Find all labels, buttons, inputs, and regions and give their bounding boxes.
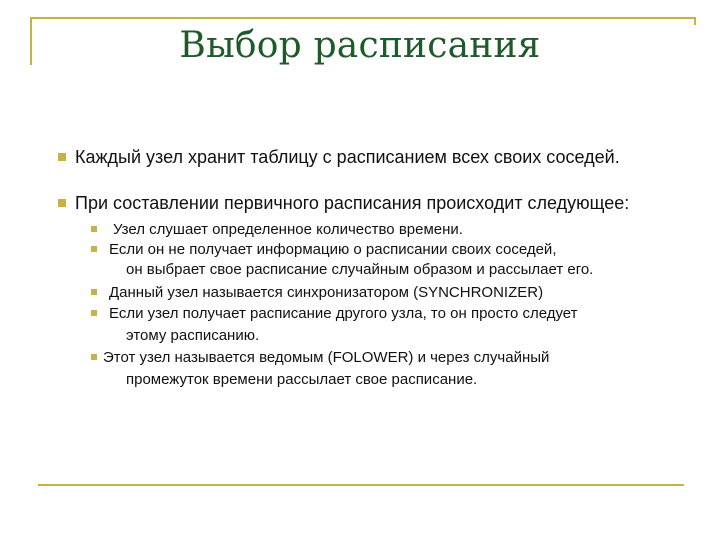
sub-bullet-4-continuation: этому расписанию. (126, 327, 260, 344)
frame-bottom-line (38, 484, 684, 486)
square-bullet-icon (91, 289, 97, 295)
sub-bullet-2 (91, 240, 556, 260)
sub-bullet-2-continuation: он выбрает свое расписание случайным образом и рассылает его. (126, 261, 594, 278)
square-bullet-icon (58, 153, 66, 161)
main-bullet-2 (58, 192, 629, 214)
square-bullet-icon (91, 226, 97, 232)
main-bullet-text: При составлении первичного расписания происходит следующее: (75, 193, 630, 213)
frame-top-line (32, 17, 694, 19)
sub-bullet-text: Узел слушает определенное количество времени. (113, 221, 463, 238)
square-bullet-icon (91, 354, 97, 360)
sub-bullet-text: Если узел получает расписание другого узла, то он просто следует (109, 305, 578, 322)
square-bullet-icon (91, 246, 97, 252)
main-bullet-text: Каждый узел хранит таблицу с расписанием всех своих соседей. (75, 147, 620, 167)
square-bullet-icon (58, 199, 66, 207)
sub-bullet-5 (91, 348, 549, 368)
sub-bullet-text: Данный узел называется синхронизатором (SYNCHRONIZER) (109, 284, 544, 301)
main-bullet-1 (58, 146, 620, 168)
sub-bullet-3 (91, 283, 543, 303)
square-bullet-icon (91, 310, 97, 316)
slide-title: Выбор расписания (179, 25, 541, 66)
sub-bullet-5-continuation: промежуток времени рассылает свое расписание. (126, 371, 478, 388)
sub-bullet-text: Если он не получает информацию о расписании своих соседей, (109, 241, 557, 258)
sub-bullet-text: Этот узел называется ведомым (FOLOWER) и через случайный (103, 349, 550, 366)
sub-bullet-1 (91, 220, 463, 240)
sub-bullet-4 (91, 304, 578, 324)
